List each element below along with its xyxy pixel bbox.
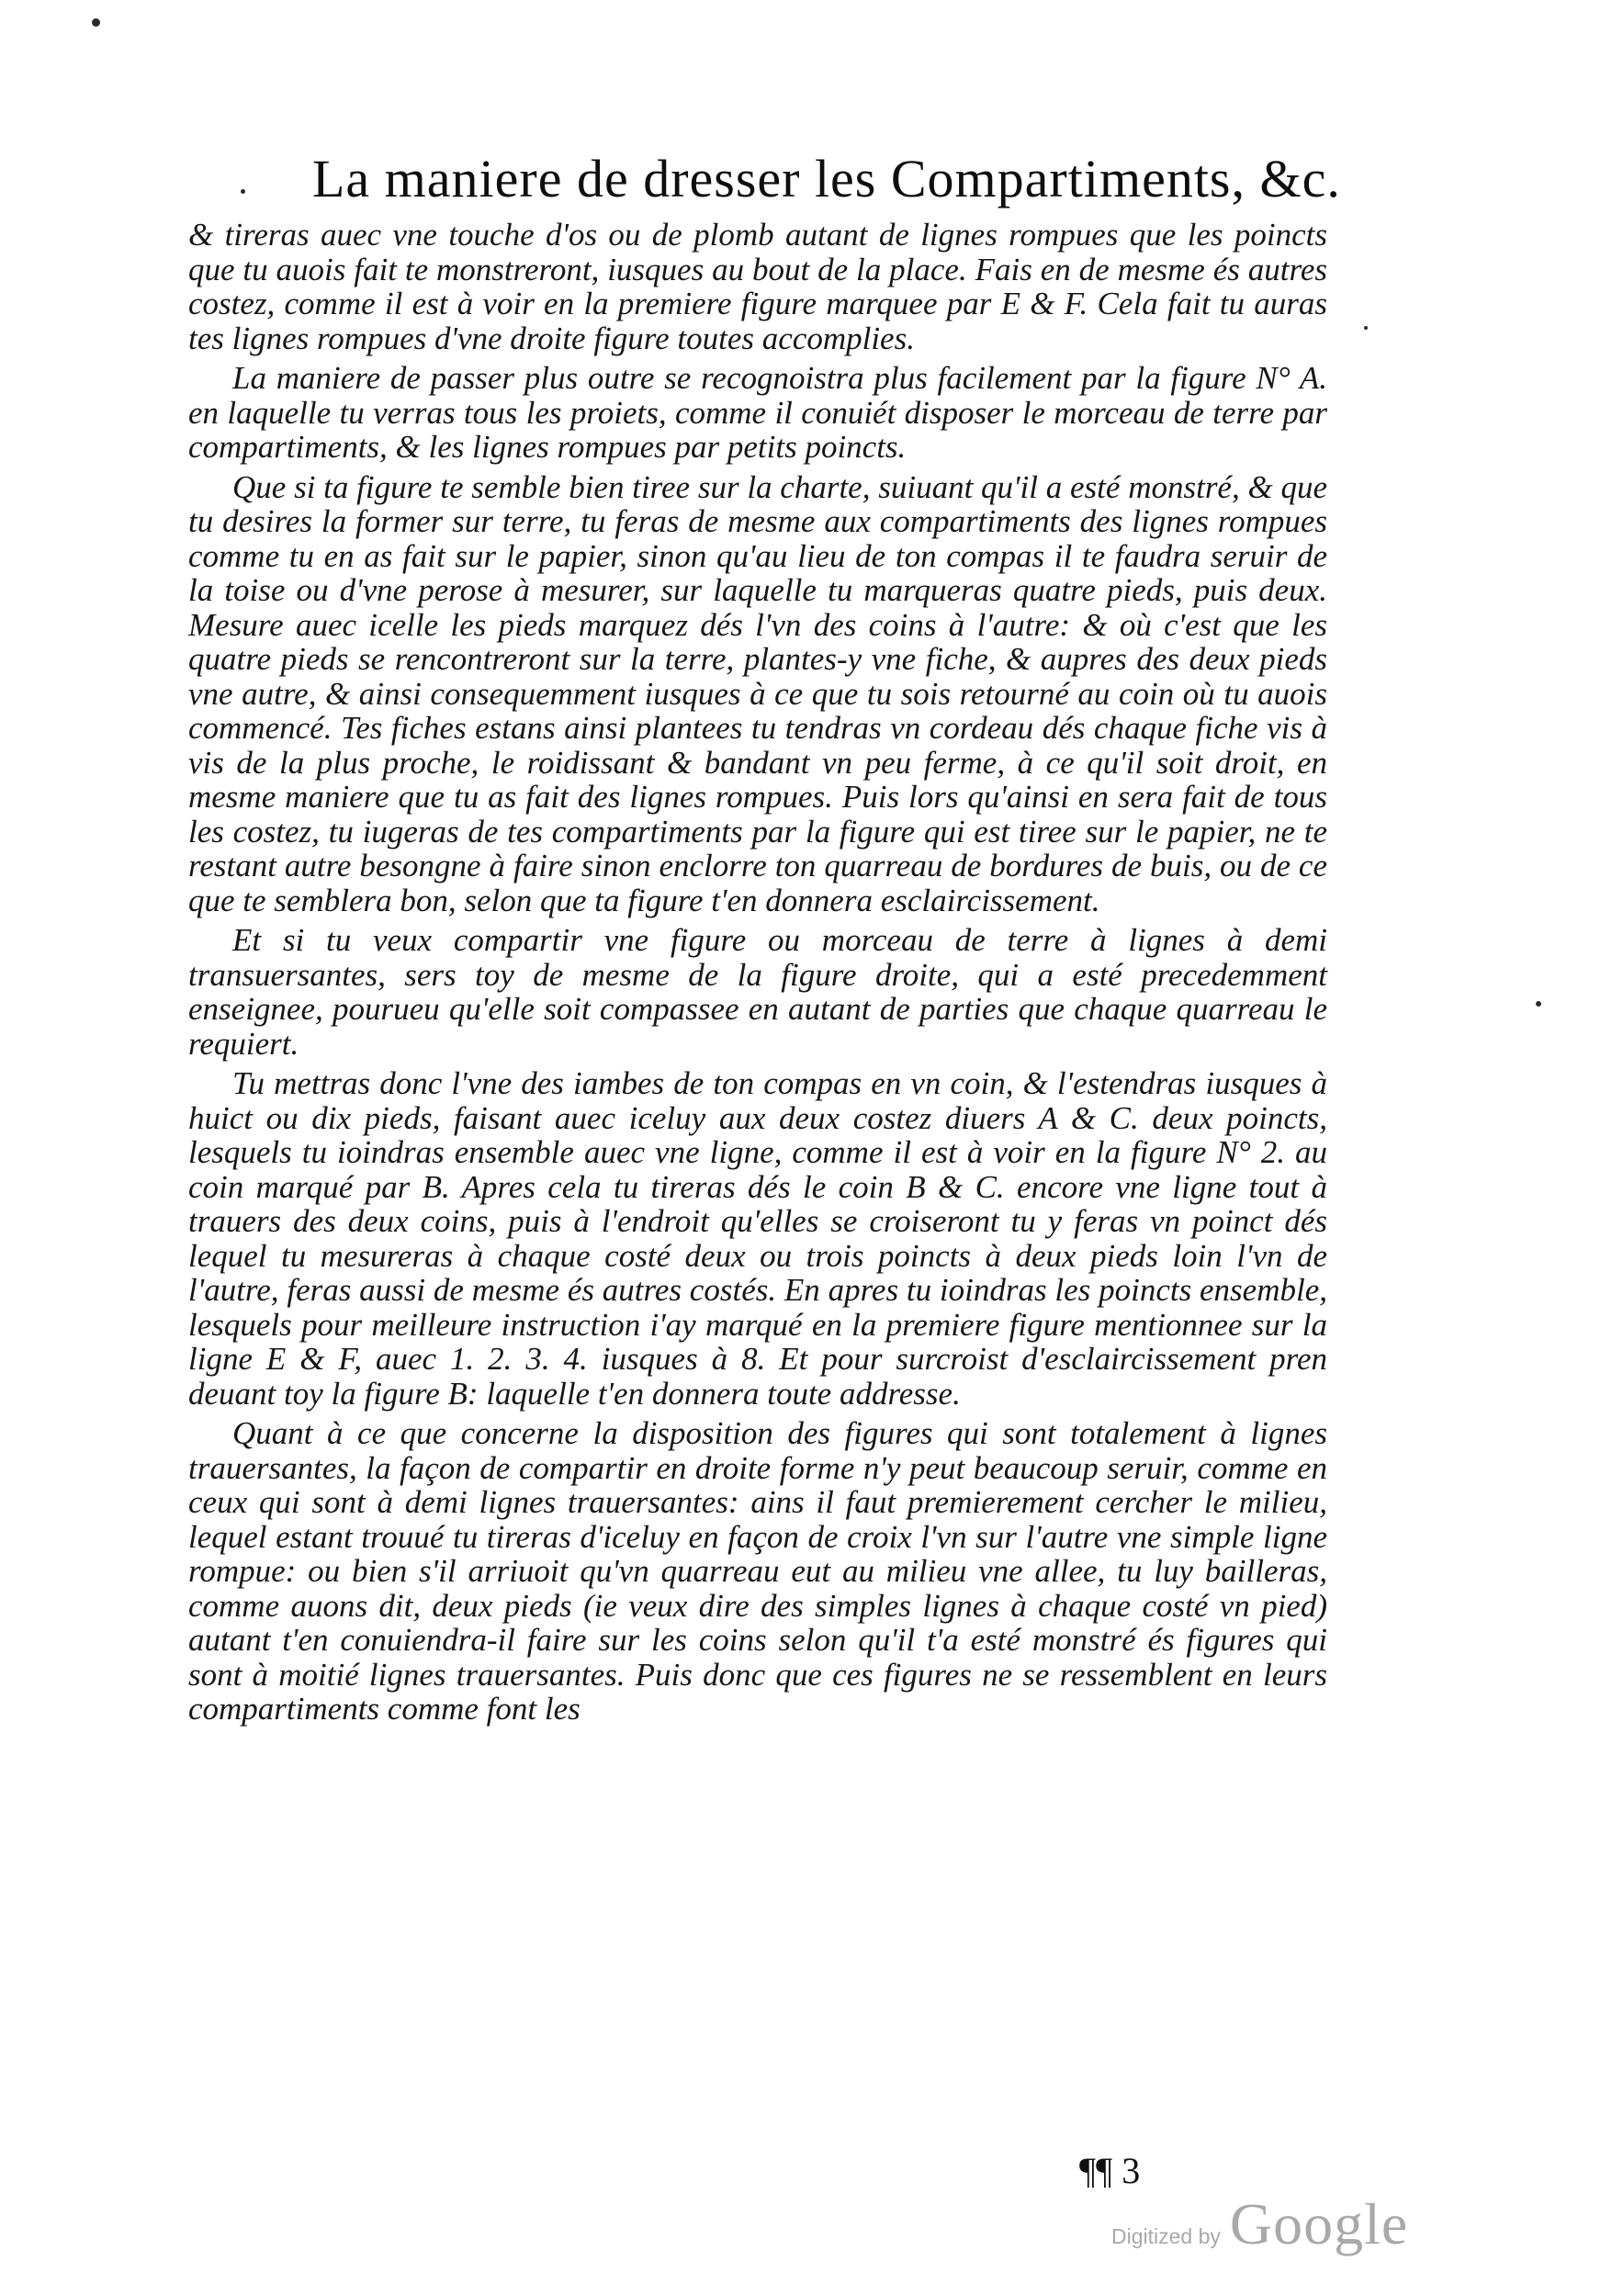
paragraph: Que si ta figure te semble bien tiree sur la charte, suiuant qu'il a esté monstré, & que tu desires la former sur terre, tu feras de mesme aux compartiments des lignes rompues comme tu en as fait sur le papier, sinon qu'au lieu de ton compas il te faudra seruir de la toise ou d'vne perose à mesurer, sur laquelle tu marqueras quatre pieds, puis deux. Mesure auec icelle les pieds marquez dés l'vn des coins à l'autre: & où c'est que les quatre pieds se rencontreront sur la terre, plantes-y vne fiche, & aupres des deux pieds vne autre, & ainsi consequemment iusques à ce que tu sois retourné au coin où tu auois commencé. Tes fiches estans ainsi plantees tu tendras vn cordeau dés chaque fiche vis à vis de la plus proche, le roidissant & bandant vn peu ferme, à ce qu'il soit droit, en mesme maniere que tu as fait des lignes rompues. Puis lors qu'ainsi en sera fait de tous les costez, tu iugeras de tes compartiments par la figure qui est tiree sur le papier, ne te restant autre besongne à faire sinon enclorre ton quarreau de bordures de buis, ou de ce que te semblera bon, selon que ta figure t'en donnera esclaircissement. (188, 468, 1327, 918)
page-title: La maniere de dresser les Compartiments, &c. (312, 149, 1341, 208)
paragraph: Quant à ce que concerne la disposition des figures qui sont totalement à lignes trauersantes, la façon de compartir en droite forme n'y peut beaucoup seruir, comme en ceux qui sont à demi lignes trauersantes: ains il faut premierement cercher le milieu, lequel estant trouué tu tireras d'iceluy en façon de croix l'vn sur l'autre vne simple ligne rompue: ou bien s'il arriuoit qu'vn quarreau eut au milieu vne allee, tu luy bailleras, comme auons dit, deux pieds (ie veux dire des simples lignes à chaque costé vn pied) autant t'en conuiendra-il faire sur les coins selon qu'il t'a esté monstré és figures qui sont à moitié lignes trauersantes. Puis donc que ces figures ne se ressemblent en leurs compartiments comme font les (188, 1415, 1327, 1727)
google-logo: Google (1229, 2191, 1409, 2257)
digitized-watermark (1111, 2190, 1408, 2255)
scan-speck (92, 18, 100, 27)
scan-speck (1536, 1001, 1541, 1007)
paragraph: La maniere de passer plus outre se recognoistra plus facilement par la figure N° A. en laquelle tu verras tous les proiets, comme il conuiét disposer le morceau de terre par compartiments, & les lignes rompues par petits poincts. (188, 360, 1327, 465)
paragraph: & tireras auec vne touche d'os ou de plomb autant de lignes rompues que les poincts que tu auois fait te monstreront, iusques au bout de la place. Fais en de mesme és autres costez, comme il est à voir en la premiere figure marquee par E & F. Cela fait tu auras tes lignes rompues d'vne droite figure toutes accomplies. (188, 217, 1327, 356)
scan-speck (241, 189, 245, 194)
body-text (188, 218, 1327, 1732)
digitized-by-label: Digitized by (1111, 2224, 1221, 2248)
scan-speck (1364, 326, 1368, 330)
paragraph: Et si tu veux compartir vne figure ou morceau de terre à lignes à demi transuersantes, sers toy de mesme de la figure droite, qui a esté precedemment enseignee, pourueu qu'elle soit compassee en autant de parties que chaque quarreau le requiert. (188, 922, 1327, 1062)
signature-mark: ¶¶ 3 (1079, 2150, 1141, 2191)
paragraph: Tu mettras donc l'vne des iambes de ton compas en vn coin, & l'estendras iusques à huict ou dix pieds, faisant auec iceluy aux deux costez diuers A & C. deux poincts, lesquels tu ioindras ensemble auec vne ligne, comme il est à voir en la figure N° 2. au coin marqué par B. Apres cela tu tireras dés le coin B & C. encore vne ligne tout à trauers des deux coins, puis à l'endroit qu'elles se croiseront tu y feras vn poinct dés lequel tu mesureras à chaque costé deux ou trois poincts à deux pieds loin l'vn de l'autre, feras aussi de mesme és autres costés. En apres tu ioindras les poincts ensemble, lesquels pour meilleure instruction i'ay marqué en la premiere figure mentionnee sur la ligne E & F, auec 1. 2. 3. 4. iusques à 8. Et pour surcroist d'esclaircissement pren deuant toy la figure B: laquelle t'en donnera toute addresse. (188, 1065, 1327, 1412)
